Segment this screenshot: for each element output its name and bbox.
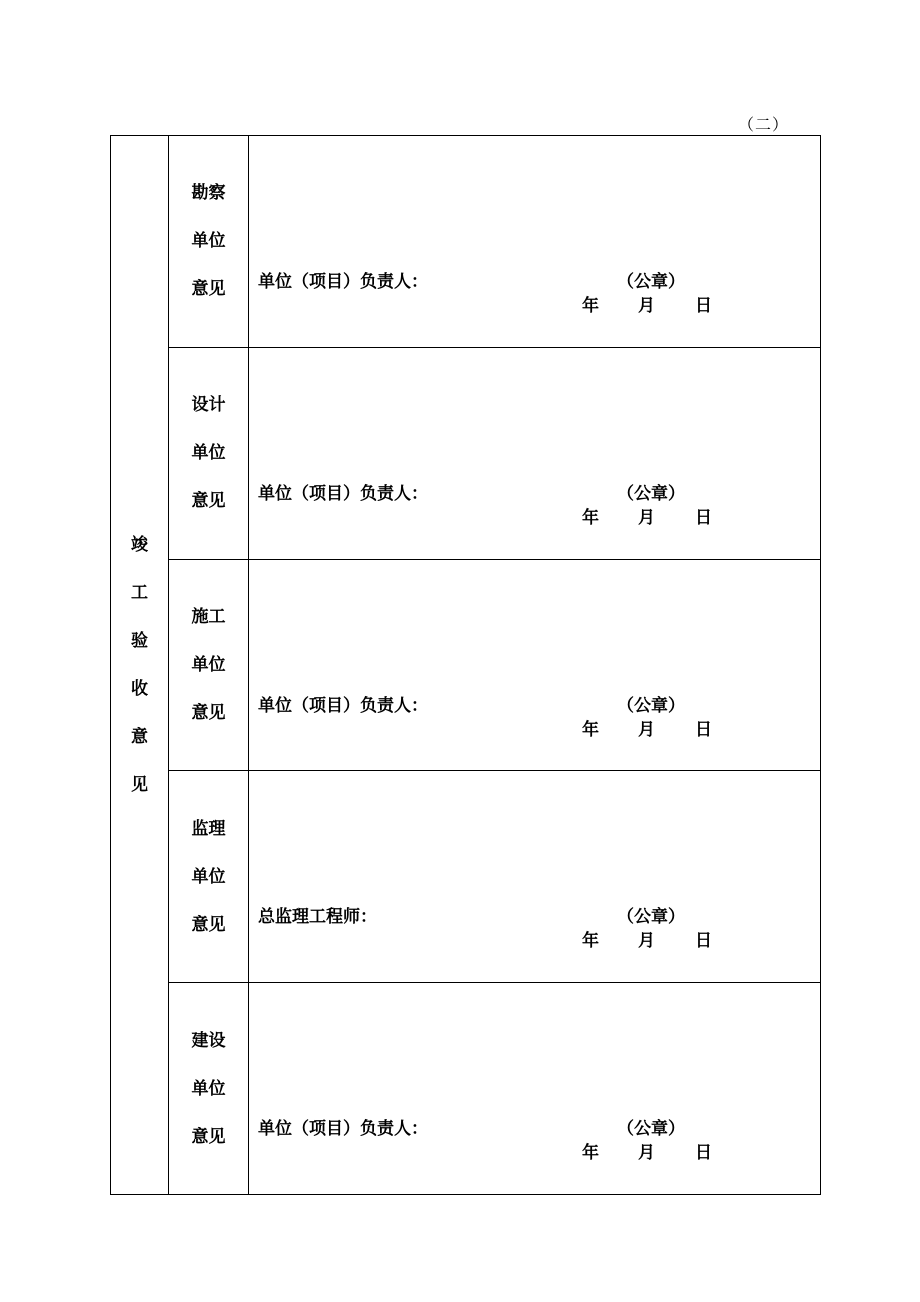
row-label-line: 意见 <box>191 914 226 935</box>
signer-label: 单位（项目）负责人： <box>258 695 428 716</box>
row-label-supervision <box>169 771 249 983</box>
date-day-label: 日 <box>695 1143 712 1164</box>
table-row-survey <box>111 136 821 348</box>
opinion-field-owner[interactable] <box>249 983 821 1195</box>
seal-label: （公章） <box>617 1119 685 1140</box>
date-month-label: 月 <box>638 296 655 316</box>
date-year-label: 年 <box>582 1143 599 1164</box>
row-label-construction <box>169 559 249 771</box>
date-month-label: 月 <box>638 507 655 528</box>
row-label-line: 单位 <box>191 231 226 252</box>
opinion-field-design[interactable] <box>249 347 821 559</box>
signer-label: 总监理工程师： <box>258 907 377 928</box>
row-label-line: 意见 <box>191 279 226 300</box>
date-year-label: 年 <box>582 507 599 528</box>
row-label-line: 单位 <box>191 866 226 887</box>
signer-label: 单位（项目）负责人： <box>258 272 428 292</box>
section-title-char: 见 <box>131 775 148 795</box>
completion-acceptance-table <box>110 135 821 1195</box>
row-label-line: 勘察 <box>191 183 226 204</box>
row-label-line: 单位 <box>191 654 226 675</box>
date-year-label: 年 <box>582 719 599 740</box>
row-label-line: 意见 <box>191 491 226 512</box>
table-row-supervision <box>111 771 821 983</box>
date-day-label: 日 <box>695 507 712 528</box>
row-label-line: 建设 <box>191 1030 226 1051</box>
row-label-line: 意见 <box>191 702 226 723</box>
date-day-label: 日 <box>695 931 712 952</box>
row-label-line: 意见 <box>191 1126 226 1147</box>
date-year-label: 年 <box>582 931 599 952</box>
row-label-survey <box>169 136 249 348</box>
page-number: （二） <box>738 115 790 134</box>
row-label-design <box>169 347 249 559</box>
date-month-label: 月 <box>638 719 655 740</box>
row-label-line: 设计 <box>191 395 226 416</box>
seal-label: （公章） <box>617 907 685 928</box>
row-label-line: 监理 <box>191 818 226 839</box>
section-title-char: 工 <box>131 583 148 603</box>
signer-label: 单位（项目）负责人： <box>258 1119 428 1140</box>
section-title-char: 收 <box>131 679 148 699</box>
row-label-owner <box>169 983 249 1195</box>
date-month-label: 月 <box>638 1143 655 1164</box>
seal-label: （公章） <box>617 272 685 292</box>
seal-label: （公章） <box>617 483 685 504</box>
row-label-line: 单位 <box>191 443 226 464</box>
date-year-label: 年 <box>582 296 599 316</box>
date-day-label: 日 <box>695 296 712 316</box>
date-month-label: 月 <box>638 931 655 952</box>
section-title-cell <box>111 136 169 1195</box>
row-label-line: 施工 <box>191 606 226 627</box>
opinion-field-survey[interactable] <box>249 136 821 348</box>
table-row-design <box>111 347 821 559</box>
table-row-owner <box>111 983 821 1195</box>
table-row-construction <box>111 559 821 771</box>
row-label-line: 单位 <box>191 1078 226 1099</box>
seal-label: （公章） <box>617 695 685 716</box>
section-title <box>111 521 168 809</box>
section-title-char: 意 <box>131 727 148 747</box>
signer-label: 单位（项目）负责人： <box>258 483 428 504</box>
date-day-label: 日 <box>695 719 712 740</box>
opinion-field-supervision[interactable] <box>249 771 821 983</box>
section-title-char: 竣 <box>131 535 148 555</box>
section-title-char: 验 <box>131 631 148 651</box>
opinion-field-construction[interactable] <box>249 559 821 771</box>
